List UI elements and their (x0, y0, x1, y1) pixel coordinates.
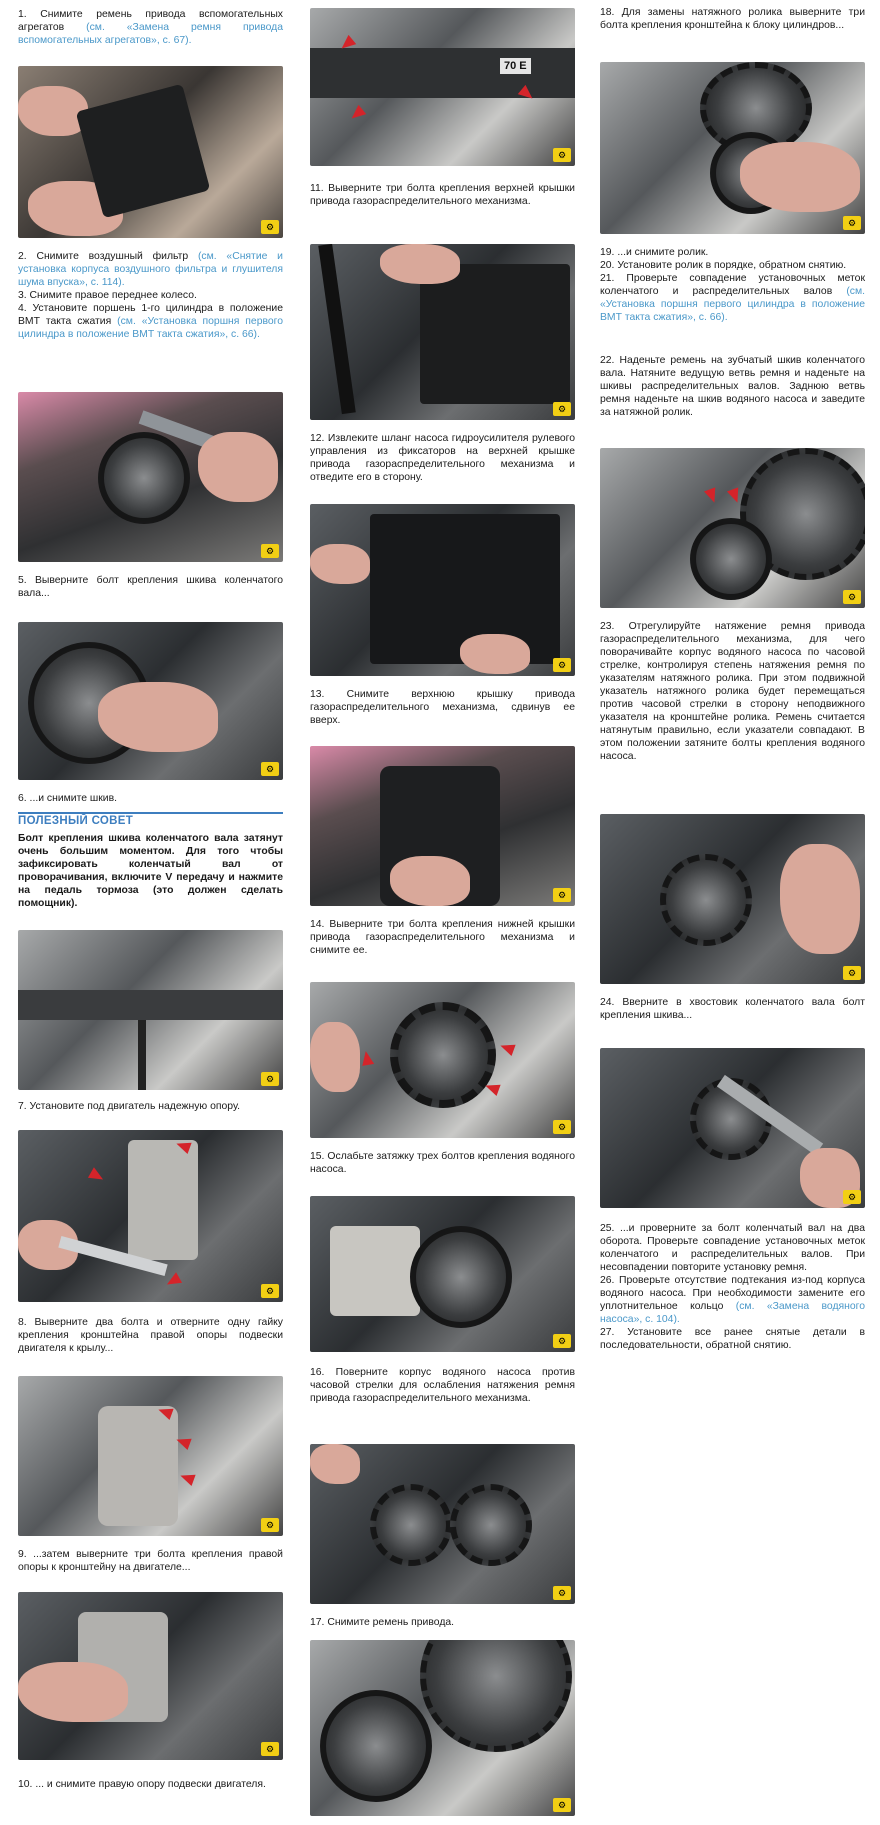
engine-gear-badge-icon: ⚙ (843, 216, 861, 230)
step-22-text: 22. Наденьте ремень на зубчатый шкив коленчатого вала. Натяните ведущую ветвь ремня и наденьте на шкивы распределительных валов. Заднюю ветвь ремня наденьте на шкив водяного насоса и заведите за натяжной ролик. (600, 355, 865, 418)
engine-gear-badge-icon: ⚙ (553, 1798, 571, 1812)
step-15-text: 15. Ослабьте затяжку трех болтов крепления водяного насоса. (310, 1151, 575, 1175)
reference-link[interactable]: (см. «Замена ремня привода вспомогательных агрегатов», с. 67). (18, 22, 283, 46)
red-arrow-icon (704, 487, 720, 504)
step-10-text: 10. ... и снимите правую опору подвески двигателя. (18, 1779, 266, 1790)
engine-gear-badge-icon: ⚙ (261, 762, 279, 776)
step-23-text: 23. Отрегулируйте натяжение ремня привода газораспределительного механизма, для чего поворачивайте корпус водяного насоса по часовой стрелке, контролируя степень натяжения ремня по указателям натяжного ролика. При этом подвижной указатель натяжного ролика будет перемещаться против часовой стрелки в сторону неподвижного указателя на кронштейне ролика. Ремень считается натянутым правильно, если указатели совпадают. В этом положении затяните болты крепления водяного насоса. (600, 621, 865, 762)
engine-label: 70 E (500, 58, 531, 74)
photo-air-filter (18, 66, 283, 238)
photo-crank-bolt-install (600, 814, 865, 984)
photo-engine-support (18, 930, 283, 1090)
step-6-text: 6. ...и снимите шкив. (18, 793, 117, 804)
red-arrow-icon (164, 1272, 182, 1289)
red-arrow-icon (348, 105, 366, 123)
photo-turn-crankshaft (600, 1048, 865, 1208)
photo-upper-cover-bolts (310, 8, 575, 166)
red-arrow-icon (483, 1080, 500, 1096)
step-24-text: 24. Вверните в хвостовик коленчатого вала болт крепления шкива... (600, 997, 865, 1021)
reference-link[interactable]: (см. «Замена водяного насоса», с. 104). (600, 1301, 866, 1325)
photo-remove-mount (18, 1592, 283, 1760)
engine-gear-badge-icon: ⚙ (553, 658, 571, 672)
steps-19-21-text: 19. ...и снимите ролик. 20. Установите ролик в порядке, обратном снятию. 21. Проверьте совпадение установочных меток коленчатого и распределительных валов (см. «Установка поршня первого цилиндра в положение ВМТ такта сжатия», с. 66). (600, 247, 865, 323)
step-18-text: 18. Для замены натяжного ролика выверните три болта крепления кронштейна к блоку цилиндров... (600, 7, 865, 31)
engine-gear-badge-icon: ⚙ (261, 544, 279, 558)
engine-gear-badge-icon: ⚙ (261, 1284, 279, 1298)
photo-tensioner (310, 1640, 575, 1816)
step-14-text: 14. Выверните три болта крепления нижней крышки привода газораспределительного механизма и снимите ее. (310, 919, 575, 956)
photo-upper-cover-removal (310, 504, 575, 676)
photo-tensioner-removal (600, 62, 865, 234)
red-arrow-icon (88, 1167, 106, 1184)
red-arrow-icon (178, 1470, 195, 1486)
tip-text: Болт крепления шкива коленчатого вала затянут очень большим моментом. Для того чтобы зафиксировать коленчатый вал от проворачивания, включите V передачу и нажмите на педаль тормоза (это должен сделать помощник). (18, 833, 283, 909)
photo-mount-bracket (18, 1130, 283, 1302)
engine-gear-badge-icon: ⚙ (553, 1120, 571, 1134)
engine-gear-badge-icon: ⚙ (553, 148, 571, 162)
photo-crankshaft-bolt (18, 392, 283, 562)
photo-lower-cover (310, 746, 575, 906)
step-17-text: 17. Снимите ремень привода. (310, 1617, 455, 1628)
reference-link[interactable]: (см. «Установка поршня первого цилиндра в положение ВМТ такта сжатия», с. 66). (600, 286, 865, 323)
engine-gear-badge-icon: ⚙ (261, 220, 279, 234)
engine-gear-badge-icon: ⚙ (553, 402, 571, 416)
tip-title: ПОЛЕЗНЫЙ СОВЕТ (18, 812, 283, 829)
step-12-text: 12. Извлеките шланг насоса гидроусилителя рулевого управления из фиксаторов на верхней крышке привода газораспределительного механизма и отведите его в сторону. (310, 433, 575, 483)
engine-gear-badge-icon: ⚙ (843, 590, 861, 604)
step-9-text: 9. ...затем выверните три болта крепления правой опоры к кронштейну на двигателе... (18, 1549, 283, 1573)
step-8-text: 8. Выверните два болта и отверните одну гайку крепления кронштейна правой опоры подвески двигателя к крылу... (18, 1317, 283, 1354)
photo-remove-belt (310, 1444, 575, 1604)
engine-gear-badge-icon: ⚙ (553, 1586, 571, 1600)
photo-water-pump-rotate (310, 1196, 575, 1352)
step-11-text: 11. Выверните три болта крепления верхней крышки привода газораспределительного механизма. (310, 183, 575, 207)
photo-right-mount-bolts (18, 1376, 283, 1536)
reference-link[interactable]: (см. «Снятие и установка корпуса воздушного фильтра и глушителя шума впуска», с. 114). (18, 251, 283, 288)
step-16-text: 16. Поверните корпус водяного насоса против часовой стрелки для ослабления натяжения ремня привода газораспределительного механизма. (310, 1367, 575, 1404)
engine-gear-badge-icon: ⚙ (261, 1072, 279, 1086)
step-13-text: 13. Снимите верхнюю крышку привода газораспределительного механизма, сдвинув ее вверх. (310, 689, 575, 726)
step-5-text: 5. Выверните болт крепления шкива коленчатого вала... (18, 575, 283, 599)
engine-gear-badge-icon: ⚙ (553, 888, 571, 902)
red-arrow-icon (360, 1050, 374, 1066)
steps-2-4-text: 2. Снимите воздушный фильтр (см. «Снятие и установка корпуса воздушного фильтра и глушителя шума впуска», с. 114). 3. Снимите правое переднее колесо. 4. Установите поршень 1-го цилиндра в положение ВМТ такта сжатия (см. «Установка поршня первого цилиндра в положение ВМТ такта сжатия», с. 66). (18, 251, 284, 340)
engine-gear-badge-icon: ⚙ (553, 1334, 571, 1348)
step-7-text: 7. Установите под двигатель надежную опору. (18, 1101, 240, 1112)
reference-link[interactable]: (см. «Установка поршня первого цилиндра в положение ВМТ такта сжатия», с. 66). (18, 316, 284, 340)
photo-water-pump-bolts (310, 982, 575, 1138)
engine-gear-badge-icon: ⚙ (261, 1518, 279, 1532)
engine-gear-badge-icon: ⚙ (843, 1190, 861, 1204)
engine-gear-badge-icon: ⚙ (261, 1742, 279, 1756)
engine-gear-badge-icon: ⚙ (843, 966, 861, 980)
red-arrow-icon (498, 1040, 515, 1056)
steps-25-27-text: 25. ...и проверните за болт коленчатый вал на два оборота. Проверьте совпадение установочных меток коленчатого и распределительных валов. При несовпадении повторите установку ремня. 26. Проверьте отсутствие подтекания из-под корпуса водяного насоса. При необходимости замените его уплотнительное кольцо (см. «Замена водяного насоса», с. 104). 27. Установите все ранее снятые детали в последовательности, обратной снятию. (600, 1223, 866, 1351)
photo-belt-on-pulleys (600, 448, 865, 608)
photo-crankshaft-pulley (18, 622, 283, 780)
step-1-text: 1. Снимите ремень привода вспомогательных агрегатов (см. «Замена ремня привода вспомогательных агрегатов», с. 67). (18, 9, 283, 46)
photo-power-steering-hose (310, 244, 575, 420)
